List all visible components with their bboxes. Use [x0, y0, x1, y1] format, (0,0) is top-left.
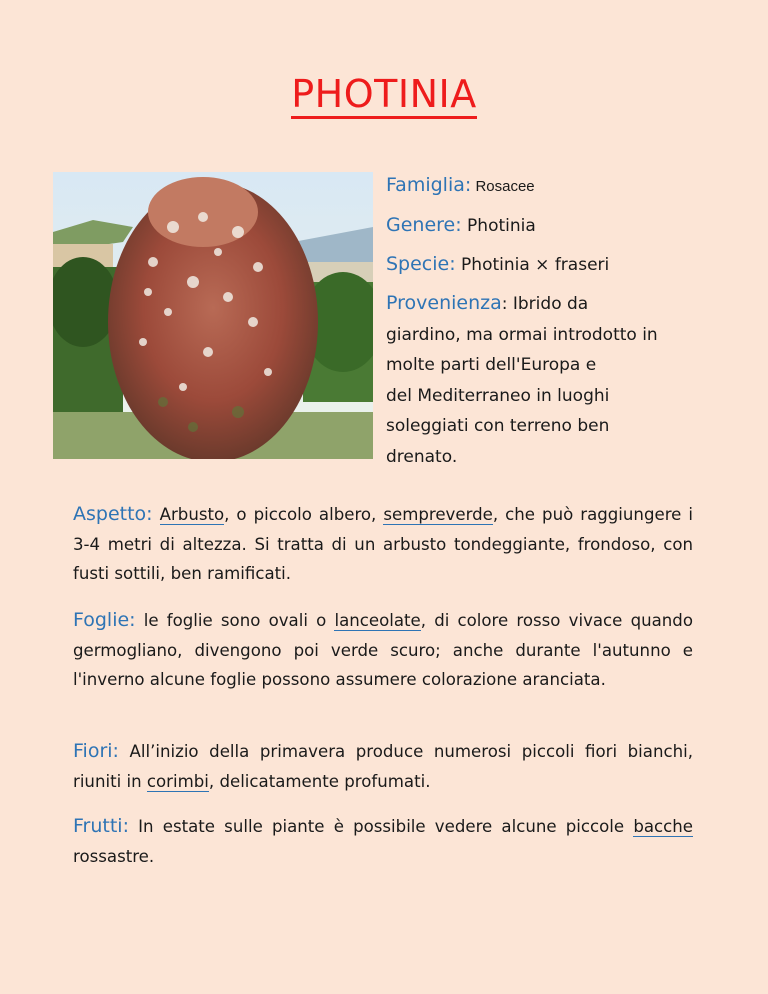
provenienza-line: del Mediterraneo in luoghi	[386, 385, 610, 406]
foglie-paragraph	[73, 606, 693, 695]
aspetto-text: , o piccolo albero,	[224, 505, 384, 524]
provenienza-line: drenato.	[386, 446, 458, 467]
link-corimbi: corimbi	[146, 771, 209, 791]
provenienza-line: giardino, ma ormai introdotto in	[386, 324, 658, 345]
info-provenienza	[386, 288, 706, 472]
aspetto-paragraph	[73, 500, 693, 589]
aspetto-text: , che può raggiungere i 3-4 metri di altezza. Si tratta di un arbusto tondeggiante, frondoso, con fusti sottili, ben ramificati.	[73, 505, 693, 583]
fiori-text: , delicatamente profumati.	[208, 771, 431, 791]
info-genere	[386, 210, 706, 241]
fiori-text: All’inizio della primavera produce numerosi piccoli fiori bianchi, riuniti in	[73, 742, 693, 791]
provenienza-line: : Ibrido da	[501, 294, 589, 314]
specie-label: Specie:	[386, 253, 456, 275]
foglie-text: , di colore rosso vivace quando germogliano, divengono poi verde scuro; anche durante l'autunno e l'inverno alcune foglie possono assumere colorazione aranciata.	[73, 611, 693, 689]
info-specie	[386, 249, 706, 280]
photinia-photo	[53, 172, 373, 459]
link-arbusto: Arbusto	[159, 505, 225, 524]
specie-value: Photinia × fraseri	[455, 255, 610, 275]
famiglia-label: Famiglia:	[386, 174, 472, 196]
plant-info	[386, 170, 706, 472]
fiori-paragraph	[73, 737, 693, 796]
frutti-text: In estate sulle piante è possibile vedere alcune piccole	[128, 817, 634, 836]
aspetto-text	[153, 505, 160, 524]
fiori-label: Fiori:	[73, 740, 119, 762]
frutti-label: Frutti:	[73, 815, 129, 837]
aspetto-label: Aspetto:	[73, 503, 153, 525]
frutti-paragraph	[73, 812, 693, 871]
page-title: PHOTINIA	[0, 72, 768, 116]
provenienza-label: Provenienza	[386, 292, 502, 314]
link-bacche: bacche	[633, 817, 693, 836]
info-famiglia	[386, 170, 706, 202]
provenienza-line: molte parti dell'Europa e	[386, 355, 597, 375]
link-sempreverde: sempreverde	[383, 505, 493, 524]
genere-value: Photinia	[461, 216, 536, 236]
famiglia-value: Rosacee	[471, 178, 535, 195]
provenienza-line: soleggiati con terreno ben	[386, 416, 610, 436]
frutti-text: rossastre.	[73, 846, 155, 866]
link-lanceolate: lanceolate	[334, 611, 421, 630]
foglie-label: Foglie:	[73, 609, 136, 631]
foglie-text: le foglie sono ovali o	[135, 611, 335, 630]
genere-label: Genere:	[386, 214, 462, 236]
